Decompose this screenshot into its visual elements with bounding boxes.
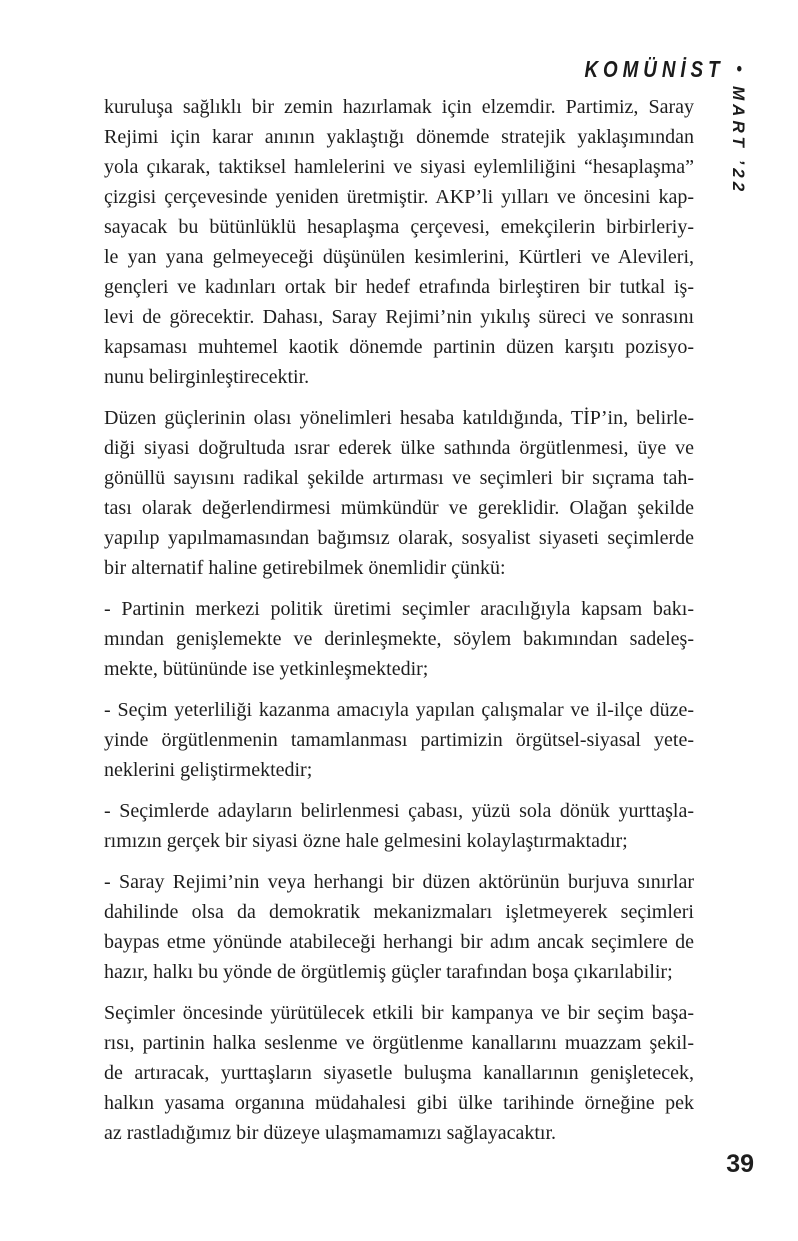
paragraph (104, 695, 694, 785)
text-line: kapsaması muhtemel kaotik dönemde partinin düzen karşıtı pozisyo- (104, 336, 694, 358)
text-line: mekte, bütününde ise yetkinleşmektedir; (104, 658, 429, 680)
text-line: - Seçim yeterliliği kazanma amacıyla yapılan çalışmalar ve il-ilçe düze- (104, 699, 694, 721)
text-line: neklerini geliştirmektedir; (104, 759, 313, 781)
text-line: - Seçimlerde adayların belirlenmesi çabası, yüzü sola dönük yurttaşla- (104, 800, 694, 822)
paragraph (104, 867, 694, 987)
text-line: nunu belirginleştirecektir. (104, 366, 310, 388)
text-line: yinde örgütlenmenin tamamlanması partimizin örgütsel-siyasal yete- (104, 729, 694, 751)
text-line: dahilinde olsa da demokratik mekanizmaları işletmeyerek seçimleri (104, 901, 694, 923)
text-line: levi de görecektir. Dahası, Saray Rejimi’nin yıkılış süreci ve sonrasını (104, 306, 694, 328)
text-line: diği siyasi doğrultuda ısrar ederek ülke sathında örgütlenmesi, üye ve (104, 437, 694, 459)
text-line: - Partinin merkezi politik üretimi seçimler aracılığıyla kapsam bakı- (104, 598, 694, 620)
text-line: gönüllü sayısını radikal şekilde artırması ve seçimleri bir sıçrama tah- (104, 467, 694, 489)
paragraph (104, 594, 694, 684)
paragraph (104, 998, 694, 1148)
page-number: 39 (726, 1150, 754, 1178)
text-line: rısı, partinin halka seslenme ve örgütlenme kanallarını muazzam şekil- (104, 1032, 694, 1054)
text-line: Düzen güçlerinin olası yönelimleri hesaba katıldığında, TİP’in, belirle- (104, 407, 694, 429)
text-line: rımızın gerçek bir siyasi özne hale gelmesini kolaylaştırmaktadır; (104, 830, 628, 852)
text-line: Seçimler öncesinde yürütülecek etkili bir kampanya ve bir seçim başa- (104, 1002, 694, 1024)
masthead-wrap (585, 56, 742, 83)
text-line: sayacak bu bütünlüklü hesaplaşma çerçevesi, emekçilerin birbirleriy- (104, 216, 694, 238)
text-line: Rejimi için karar anının yaklaştığı dönemde stratejik yaklaşımından (104, 126, 694, 148)
issue-date-vertical: MART ’22 (729, 86, 748, 196)
text-line: hazır, halkı bu yönde de örgütlemiş güçler tarafından boşa çıkarılabilir; (104, 961, 673, 983)
paragraph (104, 92, 694, 392)
bullet-separator-icon: • (736, 59, 742, 80)
text-line: yapılıp yapılmamasından bağımsız olarak, sosyalist siyaseti seçimlerde (104, 527, 694, 549)
paragraph (104, 796, 694, 856)
text-line: bir alternatif haline getirebilmek önemlidir çünkü: (104, 557, 506, 579)
text-line: mından genişlemekte ve derinleşmekte, söylem bakımından sadeleş- (104, 628, 694, 650)
text-line: çizgisi çerçevesinde yeniden üretmiştir. AKP’li yılları ve öncesini kap- (104, 186, 694, 208)
text-line: tası olarak değerlendirmesi mümkündür ve gereklidir. Olağan şekilde (104, 497, 694, 519)
text-line: baypas etme yönünde atabileceği herhangi bir adım ancak seçimlere de (104, 931, 694, 953)
text-line: halkın yasama organına müdahalesi gibi ülke tarihinde örneğine pek (104, 1092, 694, 1114)
text-line: yola çıkarak, taktiksel hamlelerini ve siyasi eylemliliğini “hesaplaşma” (104, 156, 694, 178)
page-header (550, 56, 742, 83)
text-line: - Saray Rejimi’nin veya herhangi bir düzen aktörünün burjuva sınırlar (104, 871, 694, 893)
magazine-title: KOMÜNİST (584, 56, 725, 82)
text-line: gençleri ve kadınları ortak bir hedef etrafında birleştiren bir tutkal iş- (104, 276, 694, 298)
text-line: kuruluşa sağlıklı bir zemin hazırlamak için elzemdir. Partimiz, Saray (104, 96, 694, 118)
text-line: de artıracak, yurttaşların siyasetle buluşma kanallarının genişletecek, (104, 1062, 694, 1084)
text-line: le yan yana gelmeyeceği düşünülen kesimlerini, Kürtleri ve Alevileri, (104, 246, 694, 268)
article-body (104, 92, 694, 1148)
paragraph (104, 403, 694, 583)
text-line: az rastladığımız bir düzeye ulaşmamamızı sağlayacaktır. (104, 1122, 557, 1144)
